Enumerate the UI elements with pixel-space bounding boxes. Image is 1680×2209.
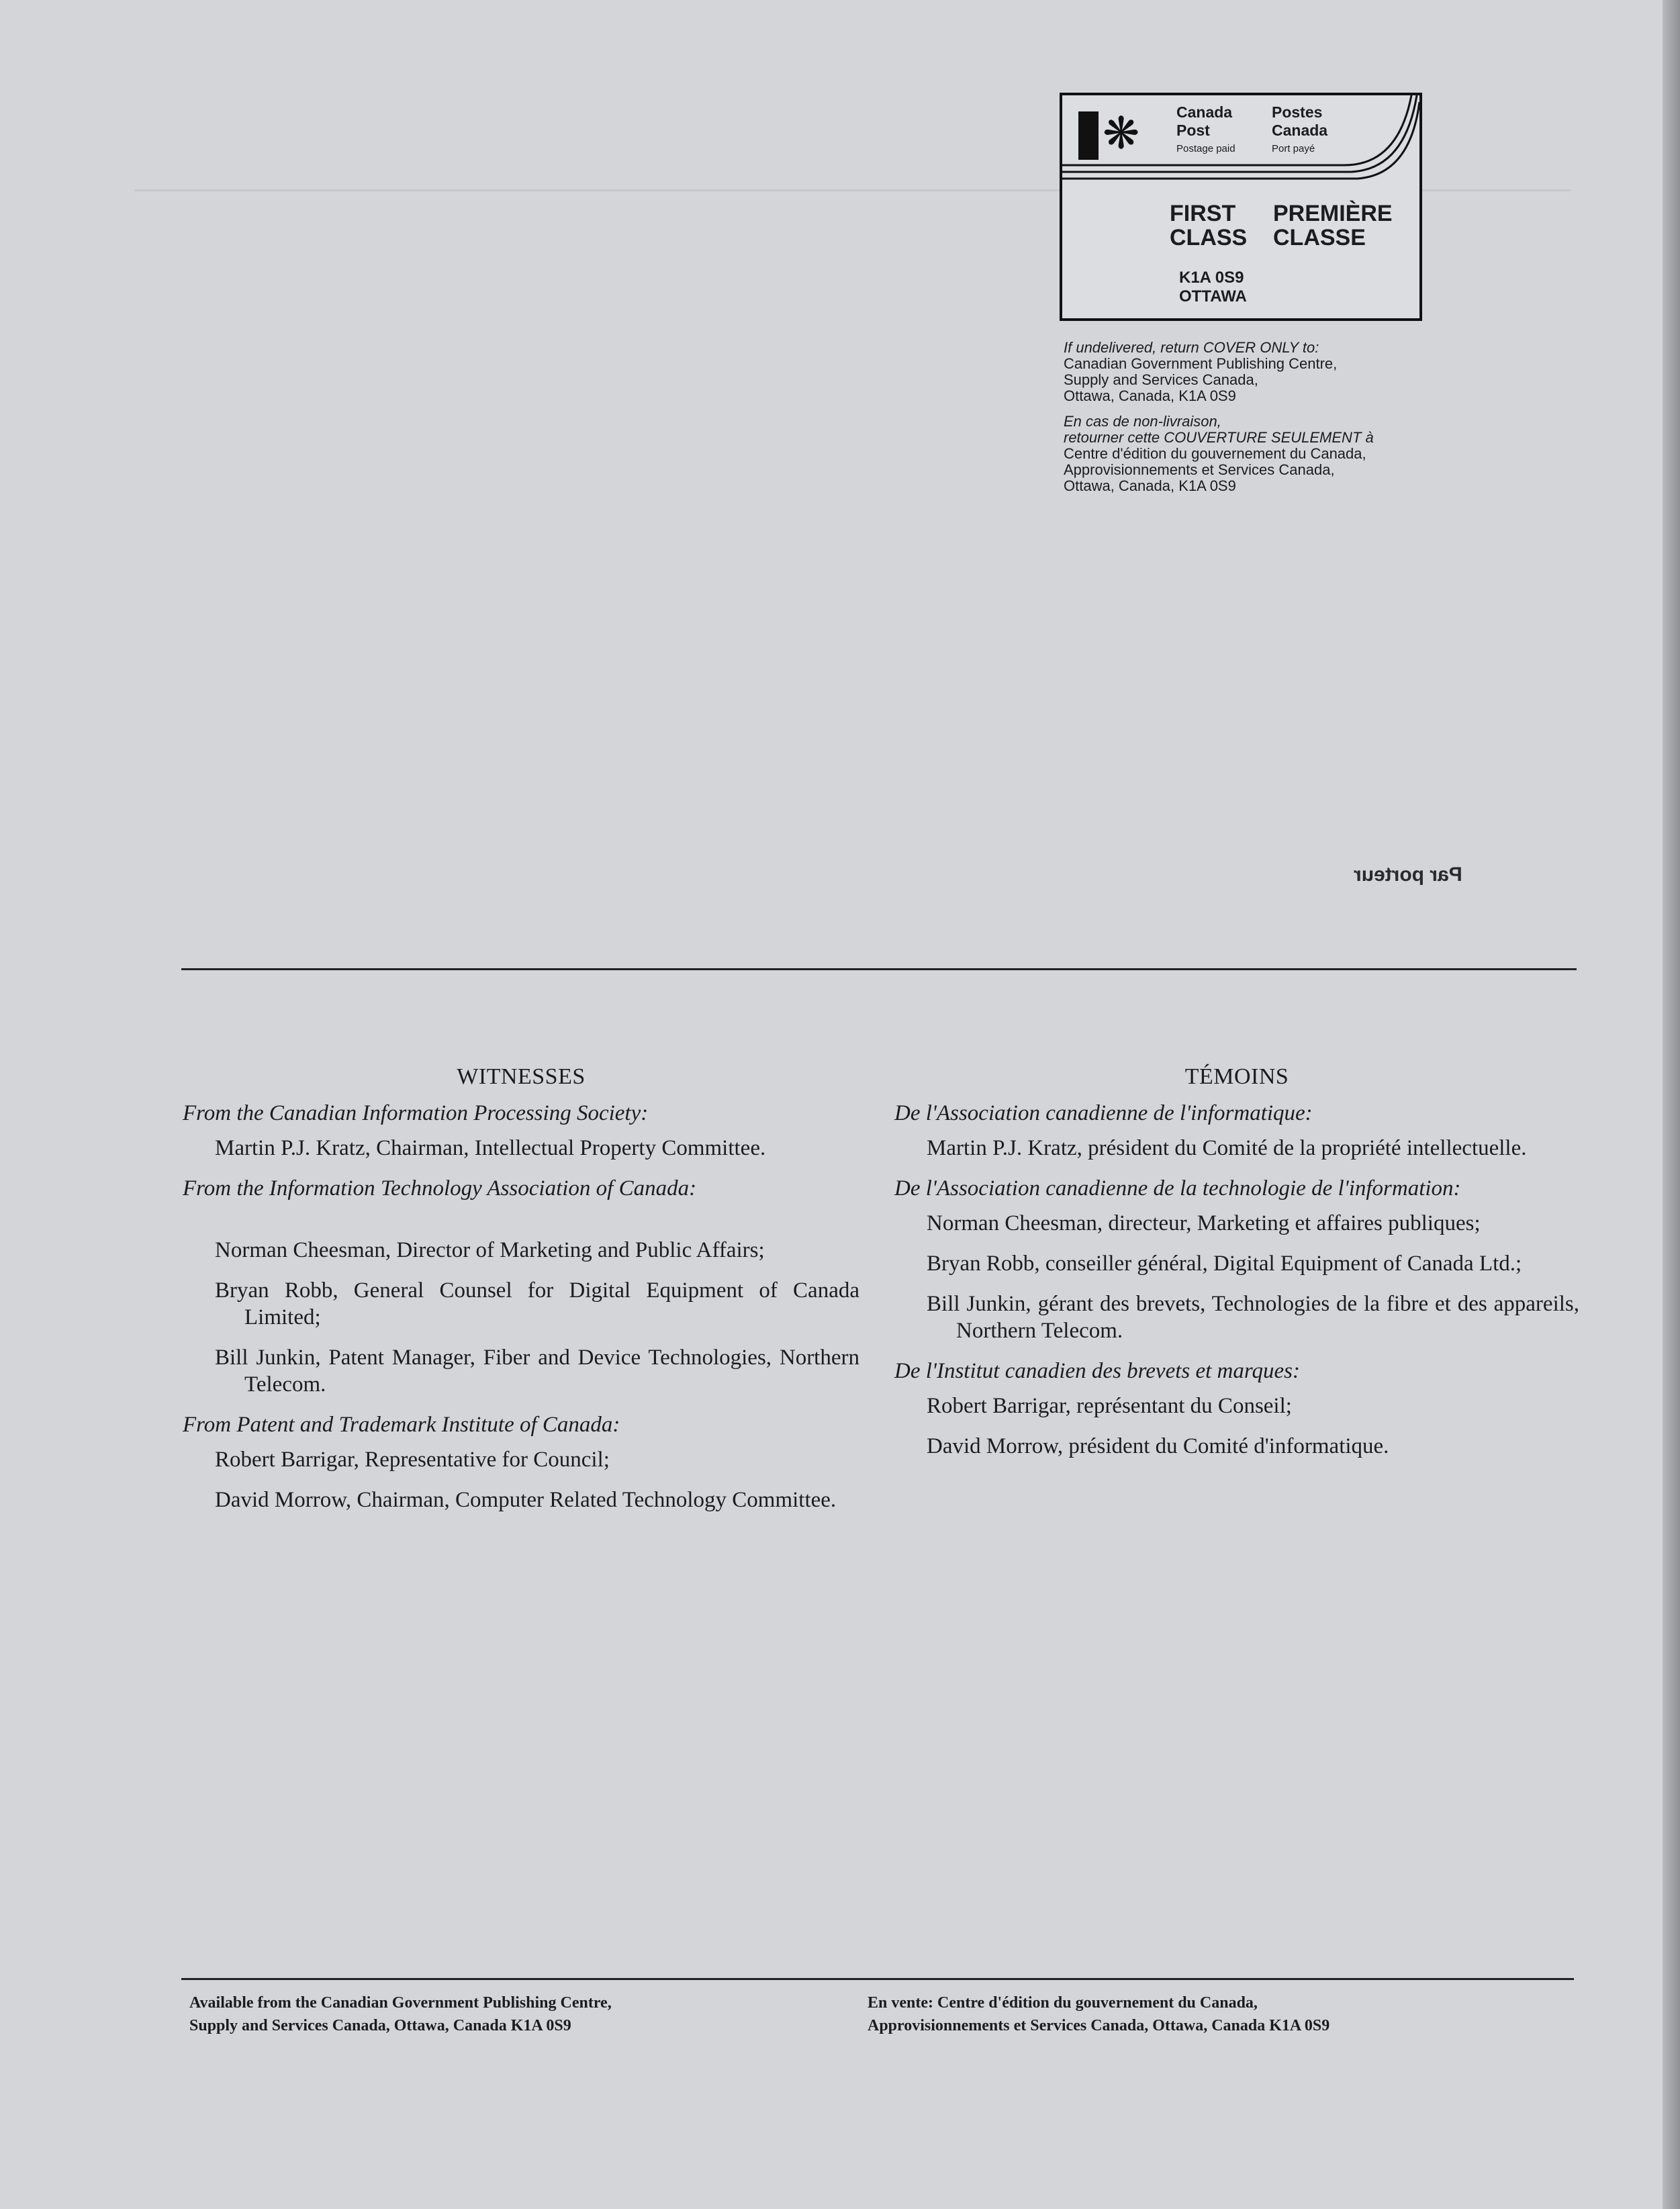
witness-entry: Norman Cheesman, Director of Marketing and Public Affairs; [215, 1238, 765, 1262]
footer-availability-fr: En vente: Centre d'édition du gouvernement du Canada, Approvisionnements et Services Canada, Ottawa, Canada K1A 0S9 [868, 1994, 1330, 2034]
premiere-classe-label: PREMIÈRE CLASSE [1273, 201, 1393, 250]
org-heading: From the Information Technology Association of Canada: [183, 1176, 697, 1201]
witness-entry: Bill Junkin, gérant des brevets, Technologies de la fibre et des appareils, Northern Telecom. [927, 1292, 1579, 1343]
mirrored-bleed-text: Par porteur [1354, 863, 1462, 886]
witnesses-heading: WITNESSES [457, 1064, 586, 1089]
footer-availability-en: Available from the Canadian Government Publishing Centre, Supply and Services Canada, Ottawa, Canada K1A 0S9 [189, 1994, 612, 2034]
footer-rule [181, 1978, 1574, 1980]
indicia-swoosh-lines [1062, 95, 1419, 189]
witness-entry: Bill Junkin, Patent Manager, Fiber and Device Technologies, Northern Telecom. [215, 1346, 859, 1397]
witness-entry: Martin P.J. Kratz, Chairman, Intellectual Property Committee. [215, 1136, 766, 1160]
temoins-heading: TÉMOINS [1184, 1064, 1289, 1089]
return-address-note: If undelivered, return COVER ONLY to: Canadian Government Publishing Centre, Supply and Services Canada, Ottawa, Canada, K1A 0S9 En cas de non-livraison, retourner cette COUVERTURE SEULEMENT à Centre d'édition du gouvernement du Canada, Approvisionnements et Services Canada, Ottawa, Canada, K1A 0S9 [1064, 339, 1374, 494]
witnesses-column [183, 1064, 859, 1527]
maple-leaf-icon: ❋ [1103, 109, 1140, 158]
postes-canada-label: Postes Canada Port payé [1272, 103, 1328, 154]
page-edge-shadow [1663, 0, 1680, 2209]
witness-entry: David Morrow, Chairman, Computer Related Technology Committee. [215, 1488, 837, 1512]
witness-entry: Bryan Robb, conseiller général, Digital Equipment of Canada Ltd.; [927, 1252, 1522, 1276]
org-heading: De l'Association canadienne de l'informatique: [894, 1101, 1313, 1125]
first-class-label: FIRST CLASS [1170, 201, 1248, 250]
witness-entry: David Morrow, président du Comité d'informatique. [927, 1434, 1389, 1458]
indicia-address: K1A 0S9 OTTAWA [1179, 269, 1247, 306]
witness-entry: Robert Barrigar, Representative for Council; [215, 1448, 610, 1472]
org-heading: From the Canadian Information Processing Society: [183, 1101, 649, 1125]
org-heading: De l'Association canadienne de la technologie de l'information: [894, 1176, 1461, 1201]
canada-post-label: Canada Post Postage paid [1176, 103, 1235, 154]
postage-indicia [1060, 93, 1422, 321]
witness-entry: Bryan Robb, General Counsel for Digital Equipment of Canada Limited; [215, 1278, 859, 1329]
temoins-column [894, 1064, 1579, 1473]
witness-entry: Martin P.J. Kratz, président du Comité de la propriété intellectuelle. [927, 1136, 1527, 1160]
witness-entry: Robert Barrigar, représentant du Conseil; [927, 1394, 1292, 1418]
witnesses-top-rule [181, 968, 1577, 970]
org-heading: From Patent and Trademark Institute of Canada: [183, 1413, 620, 1437]
org-heading: De l'Institut canadien des brevets et marques: [894, 1359, 1300, 1383]
witness-entry: Norman Cheesman, directeur, Marketing et affaires publiques; [927, 1211, 1481, 1235]
